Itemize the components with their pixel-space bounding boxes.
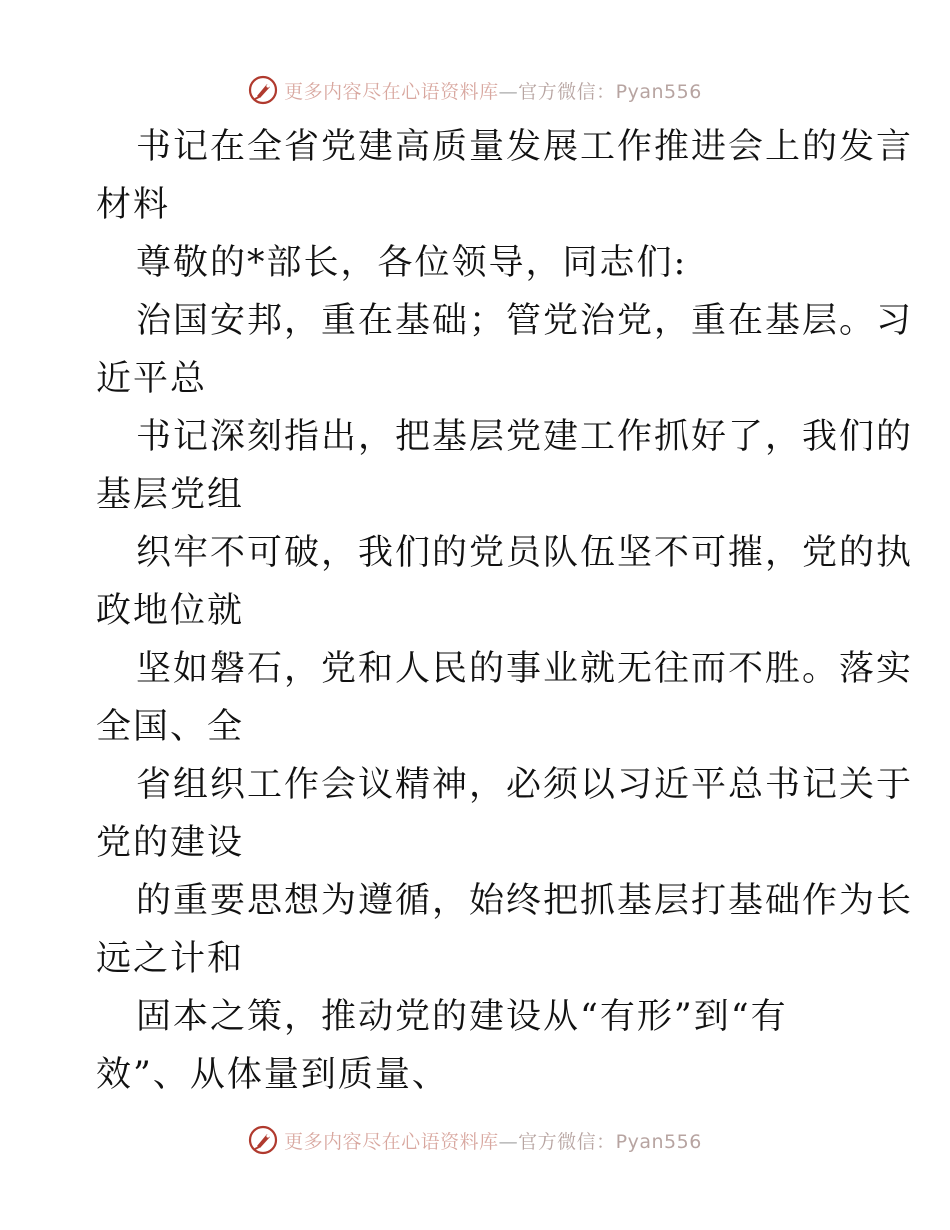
paragraph-line: 坚如磐石，党和人民的事业就无往而不胜。落实 [136,649,914,689]
paragraph-line: 的重要思想为遵循，始终把抓基层打基础作为长 [136,881,914,921]
banner-wechat-text: 官方微信：Pyan556 [518,80,702,103]
paragraph-line: 固本之策，推动党的建设从“有形”到“有 [136,997,788,1037]
banner-separator: — [498,80,519,103]
paragraph-line: 效”、从体量到质量、 [96,1055,449,1095]
banner-separator: — [498,1130,519,1153]
banner-brand-text: 更多内容尽在心语资料库 [284,1130,499,1153]
pen-nib-logo-icon [248,1125,278,1155]
salutation-line: 尊敬的*部长，各位领导，同志们: [136,243,688,283]
paragraph-line: 远之计和 [96,939,245,979]
document-body [96,118,914,1104]
header-banner [0,70,950,110]
banner-wechat-text: 官方微信：Pyan556 [518,1130,702,1153]
banner-text [284,77,702,104]
paragraph-line: 基层党组 [96,475,245,515]
paragraph-line: 治国安邦，重在基础；管党治党，重在基层。习 [136,301,914,341]
paragraph-line: 全国、全 [96,707,245,747]
banner-text [284,1127,702,1154]
footer-banner [0,1120,950,1160]
paragraph-line: 省组织工作会议精神，必须以习近平总书记关于 [136,765,914,805]
paragraph-line: 近平总 [96,359,208,399]
paragraph-line: 书记深刻指出，把基层党建工作抓好了，我们的 [136,417,914,457]
title-line-1: 书记在全省党建高质量发展工作推进会上的发言 [136,127,914,167]
banner-brand-text: 更多内容尽在心语资料库 [284,80,499,103]
pen-nib-logo-icon [248,75,278,105]
paragraph-line: 政地位就 [96,591,245,631]
paragraph-line: 织牢不可破，我们的党员队伍坚不可摧，党的执 [136,533,914,573]
title-line-2: 材料 [96,185,171,225]
paragraph-line: 党的建设 [96,823,245,863]
